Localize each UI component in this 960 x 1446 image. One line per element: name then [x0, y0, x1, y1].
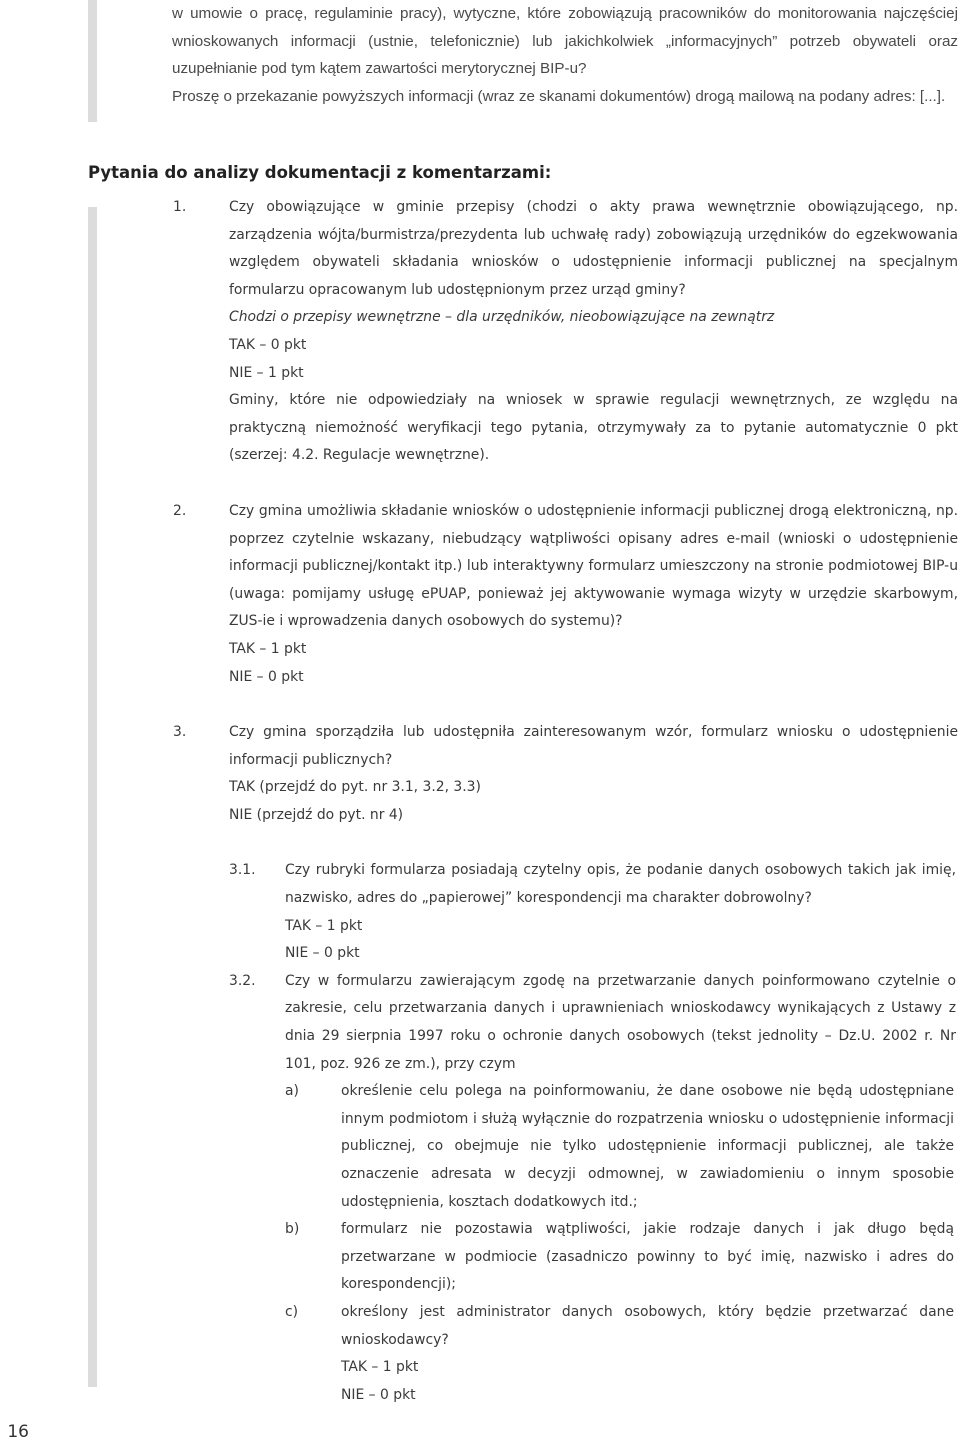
question-1: [0, 194, 960, 470]
subquestion-number: 3.1.: [229, 862, 256, 879]
option-yes: TAK – 1 pkt: [341, 1359, 419, 1376]
option-no: NIE – 0 pkt: [229, 668, 304, 685]
option-yes: TAK – 1 pkt: [229, 640, 307, 657]
question-2: [0, 498, 960, 691]
criterion-c: [0, 1299, 956, 1409]
section-heading: Pytania do analizy dokumentacji z komentarzami:: [88, 163, 552, 182]
criteria-list: [0, 1078, 956, 1409]
option-no: NIE – 0 pkt: [341, 1386, 416, 1403]
subquestion-3-1: [0, 857, 958, 967]
criterion-a: [0, 1078, 956, 1216]
criterion-text: określony jest administrator danych osobowych, który będzie przetwarzać dane wnioskodawcy?: [341, 1303, 954, 1348]
question-note: Chodzi o przepisy wewnętrzne – dla urzędników, nieobowiązujące na zewnątrz: [229, 309, 775, 326]
option-no: NIE – 0 pkt: [285, 945, 360, 962]
subquestion-text: Czy w formularzu zawierającym zgodę na przetwarzanie danych poinformowano czytelnie o zakresie, celu przetwarzania danych i uprawnieniach wnioskodawcy wynikających z Ustawy z dnia 29 sierpnia 1997 roku o ochronie danych osobowych (tekst jednolity – Dz.U. 2002 r. Nr 101, poz. 926 ze zm.), przy czym: [285, 972, 956, 1072]
subquestion-list: [0, 857, 958, 1409]
option-yes: TAK – 1 pkt: [285, 917, 363, 934]
criterion-text: określenie celu polega na poinformowaniu, że dane osobowe nie będą udostępniane innym podmiotom i służą wyłącznie do rozpatrzenia wniosku o udostępnienie informacji publicznej, co obejmuje nie tylko udostępnienie informacji publicznej, ale także oznaczenie adresata w decyzji odmownej, w zawiadomieniu o innym sposobie udostępnienia, kosztach dodatkowych itd.;: [341, 1083, 954, 1210]
question-comment: Gminy, które nie odpowiedziały na wniosek w sprawie regulacji wewnętrznych, ze względu na praktyczną niemożność weryfikacji tego pytania, otrzymywały za to pytanie automatycznie 0 pkt (szerzej: 4.2. Regulacje wewnętrzne).: [229, 392, 958, 464]
question-3: [0, 719, 960, 1409]
question-number: 1.: [173, 199, 187, 215]
question-text: Czy gmina sporządziła lub udostępniła zainteresowanym wzór, formularz wniosku o udostępnienie informacji publicznych?: [229, 724, 958, 768]
criterion-label: c): [285, 1303, 299, 1320]
question-list: [0, 194, 960, 1409]
option-yes: TAK – 0 pkt: [229, 336, 307, 353]
question-text: Czy obowiązujące w gminie przepisy (chodzi o akty prawa wewnętrznie obowiązującego, np. zarządzenia wójta/burmistrza/prezydenta lub uchwałę rady) zobowiązują urzędników do egzekwowania względem obywateli składania wniosków o udostępnienie informacji publicznej na specjalnym formularzu opracowanym lub udostępnionym przez urząd gminy?: [229, 199, 958, 298]
intro-paragraph-1: w umowie o pracę, regulaminie pracy), wytyczne, które zobowiązują pracowników do monitorowania najczęściej wnioskowanych informacji (ustnie, telefonicznie) lub jakichkolwiek „informacyjnych” potrzeb obywateli oraz uzupełnianie pod tym kątem zawartości merytorycznej BIP-u?: [172, 5, 958, 78]
criterion-b: [0, 1216, 956, 1299]
option-yes: TAK (przejdź do pyt. nr 3.1, 3.2, 3.3): [229, 779, 481, 796]
subquestion-3-2: [0, 968, 958, 1410]
intro-paragraph-2: Proszę o przekazanie powyższych informacji (wraz ze skanami dokumentów) drogą mailową na podany adres: [...].: [172, 87, 946, 105]
subquestion-number: 3.2.: [229, 972, 256, 989]
question-number: 3.: [173, 724, 187, 741]
criterion-label: b): [285, 1221, 300, 1238]
page-number: 16: [7, 1422, 29, 1442]
sidebar-accent-bar-top: [88, 0, 97, 122]
option-no: NIE – 1 pkt: [229, 364, 304, 381]
option-no: NIE (przejdź do pyt. nr 4): [229, 806, 404, 823]
criterion-label: a): [285, 1083, 299, 1100]
subquestion-text: Czy rubryki formularza posiadają czytelny opis, że podanie danych osobowych takich jak imię, nazwisko, adres do „papierowej” korespondencji ma charakter dobrowolny?: [285, 862, 956, 907]
intro-text: [172, 0, 958, 110]
criterion-text: formularz nie pozostawia wątpliwości, jakie rodzaje danych i jak długo będą przetwarzane w podmiocie (zasadniczo powinny to być imię, nazwisko i adres do korespondencji);: [341, 1221, 954, 1293]
question-number: 2.: [173, 502, 187, 519]
question-text: Czy gmina umożliwia składanie wniosków o udostępnienie informacji publicznej drogą elektroniczną, np. poprzez czytelnie wskazany, niebudzący wątpliwości opisany adres e-mail (wnioski o udostępnienie informacji publicznej/kontakt itp.) lub interaktywny formularz umieszczony na stronie podmiotowej BIP-u (uwaga: pomijamy usługę ePUAP, ponieważ jej aktywowanie wymaga wizyty w urzędzie skarbowym, ZUS-ie i wprowadzenia danych osobowych do systemu)?: [229, 502, 958, 630]
